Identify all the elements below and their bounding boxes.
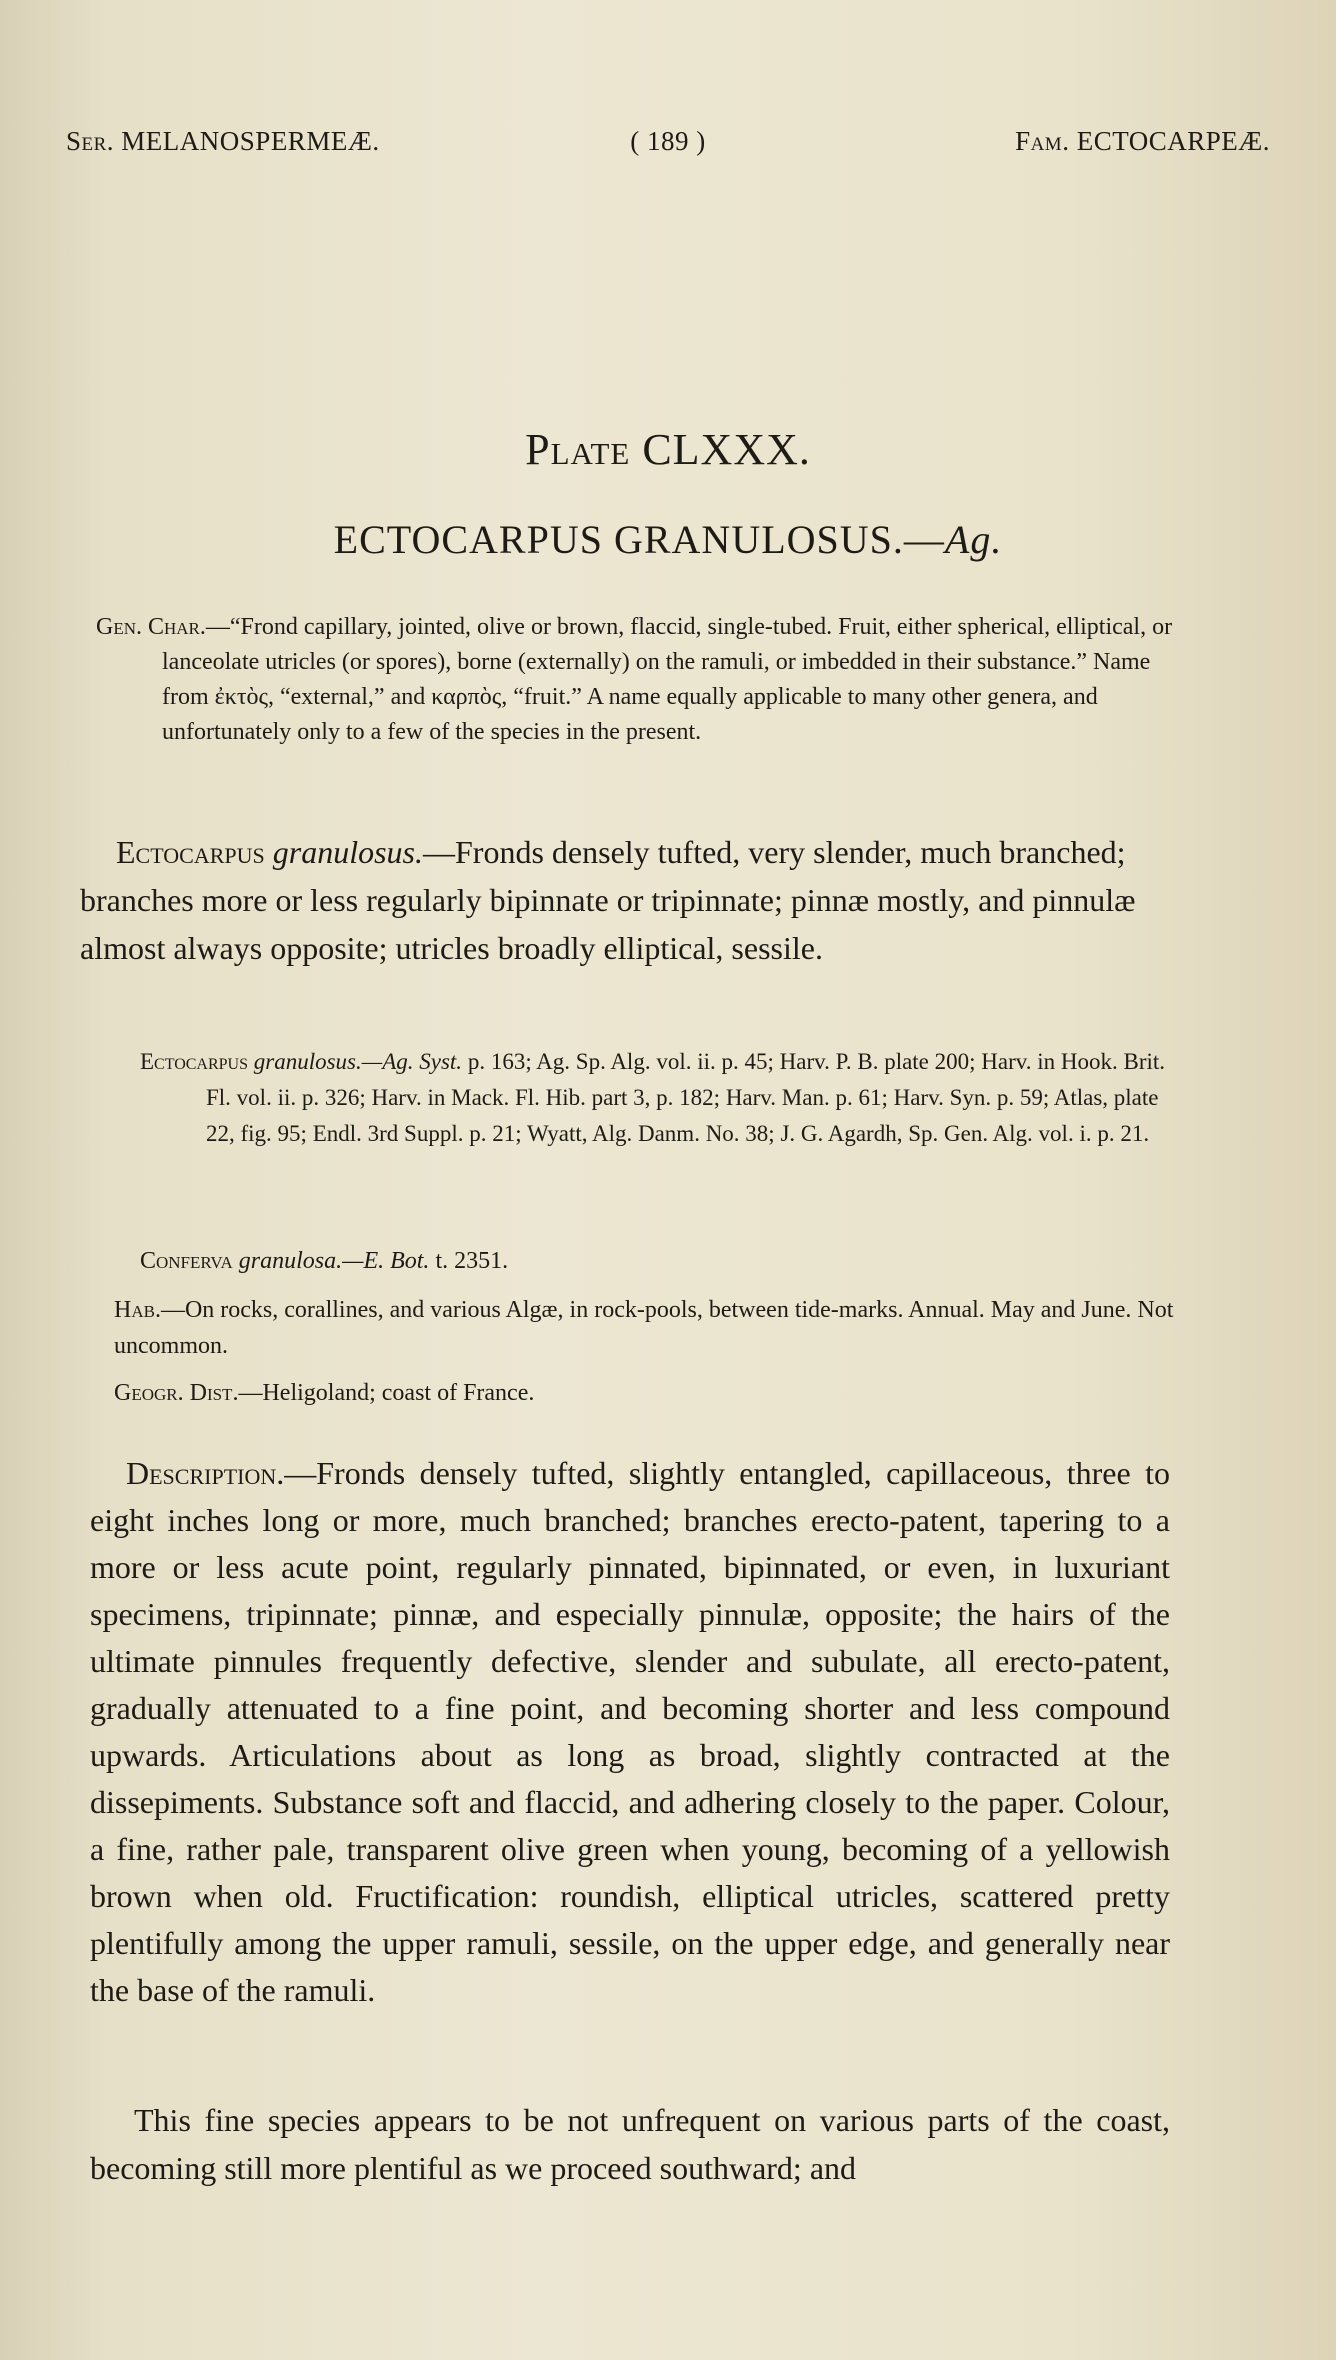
description — [90, 1450, 1170, 2014]
plate-label: Plate — [525, 425, 631, 474]
references — [140, 1044, 1180, 1152]
closing-paragraph — [90, 2096, 1170, 2192]
running-head — [66, 126, 1270, 166]
habitat — [114, 1292, 1184, 1364]
references-text: p. 163; Ag. Sp. Alg. vol. ii. p. 45; Harv. P. B. plate 200; Harv. in Hook. Brit. Fl. vol. ii. p. 326; Harv. in Mack. Fl. Hib. part 3, p. 182; Harv. Man. p. 61; Harv. Syn. p. 59; Atlas, plate 22, fig. 95; Endl. 3rd Suppl. p. 21; Wyatt, Alg. Danm. No. 38; J. G. Agardh, Sp. Gen. Alg. vol. i. p. 21. — [206, 1049, 1166, 1146]
synonym — [140, 1244, 1140, 1278]
plate-number: CLXXX. — [642, 425, 811, 474]
gen-char-label: Gen. Char. — [96, 614, 206, 640]
series-name: MELANOSPERMEÆ. — [121, 126, 380, 156]
generic-character — [96, 610, 1176, 750]
closing-text: This fine species appears to be not unfrequent on various parts of the coast, becoming still more plentiful as we proceed southward; and — [90, 2102, 1170, 2186]
species-char-text: —Fronds densely tufted, very slender, much branched; branches more or less regularly bipinnate or tripinnate; pinnæ mostly, and pinnulæ almost always opposite; utricles broadly elliptical, sessile. — [80, 834, 1136, 966]
plate-title — [0, 424, 1336, 475]
species-name: ECTOCARPUS GRANULOSUS.— — [333, 517, 945, 562]
distribution-text: —Heligoland; coast of France. — [238, 1380, 535, 1406]
gen-char-text: —“Frond capillary, jointed, olive or brown, flaccid, single-tubed. Fruit, either spherical, elliptical, or lanceolate utricles (or spores), borne (externally) on the ramuli, or imbedded in their substance.” Name from ἐκτὸς, “external,” and καρπὸς, “fruit.” A name equally applicable to many other genera, and unfortunately only to a few of the species in the present. — [162, 614, 1173, 745]
family-label: Fam. — [1015, 126, 1070, 156]
page-number: ( 189 ) — [630, 126, 706, 156]
description-label: Description. — [126, 1455, 285, 1491]
species-char-epithet: granulosus. — [272, 834, 423, 870]
geographic-distribution — [114, 1376, 1114, 1410]
running-head-right — [1015, 126, 1270, 157]
habitat-label: Hab. — [114, 1297, 161, 1323]
references-genus: Ectocarpus — [140, 1049, 249, 1074]
synonym-genus: Conferva — [140, 1248, 233, 1274]
distribution-label: Geogr. Dist. — [114, 1380, 239, 1406]
habitat-text: —On rocks, corallines, and various Algæ, in rock-pools, between tide-marks. Annual. May and June. Not uncommon. — [114, 1297, 1174, 1359]
species-title — [0, 516, 1336, 563]
species-author: Ag. — [944, 517, 1003, 562]
family-name: ECTOCARPEÆ. — [1076, 126, 1270, 156]
synonym-epithet: granulosa.—E. Bot. — [238, 1248, 430, 1274]
species-char-genus: Ectocarpus — [116, 834, 265, 870]
synonym-text: t. 2351. — [429, 1248, 509, 1274]
references-epithet: granulosus.—Ag. Syst. — [253, 1049, 463, 1074]
description-text: —Fronds densely tufted, slightly entangled, capillaceous, three to eight inches long or more, much branched; branches erecto-patent, tapering to a more or less acute point, regularly pinnated, bipinnated, or even, in luxuriant specimens, tripinnate; pinnæ, and especially pinnulæ, opposite; the hairs of the ultimate pinnules frequently defective, slender and subulate, all erecto-patent, gradually attenuated to a fine point, and becoming shorter and less compound upwards. Articulations about as long as broad, slightly contracted at the dissepiments. Substance soft and flaccid, and adhering closely to the paper. Colour, a fine, rather pale, transparent olive green when young, becoming of a yellowish brown when old. Fructification: roundish, elliptical utricles, scattered pretty plentifully among the upper ramuli, sessile, on the upper edge, and generally near the base of the ramuli. — [90, 1455, 1170, 2008]
specific-character — [80, 828, 1170, 972]
series-label: Ser. — [66, 126, 115, 156]
